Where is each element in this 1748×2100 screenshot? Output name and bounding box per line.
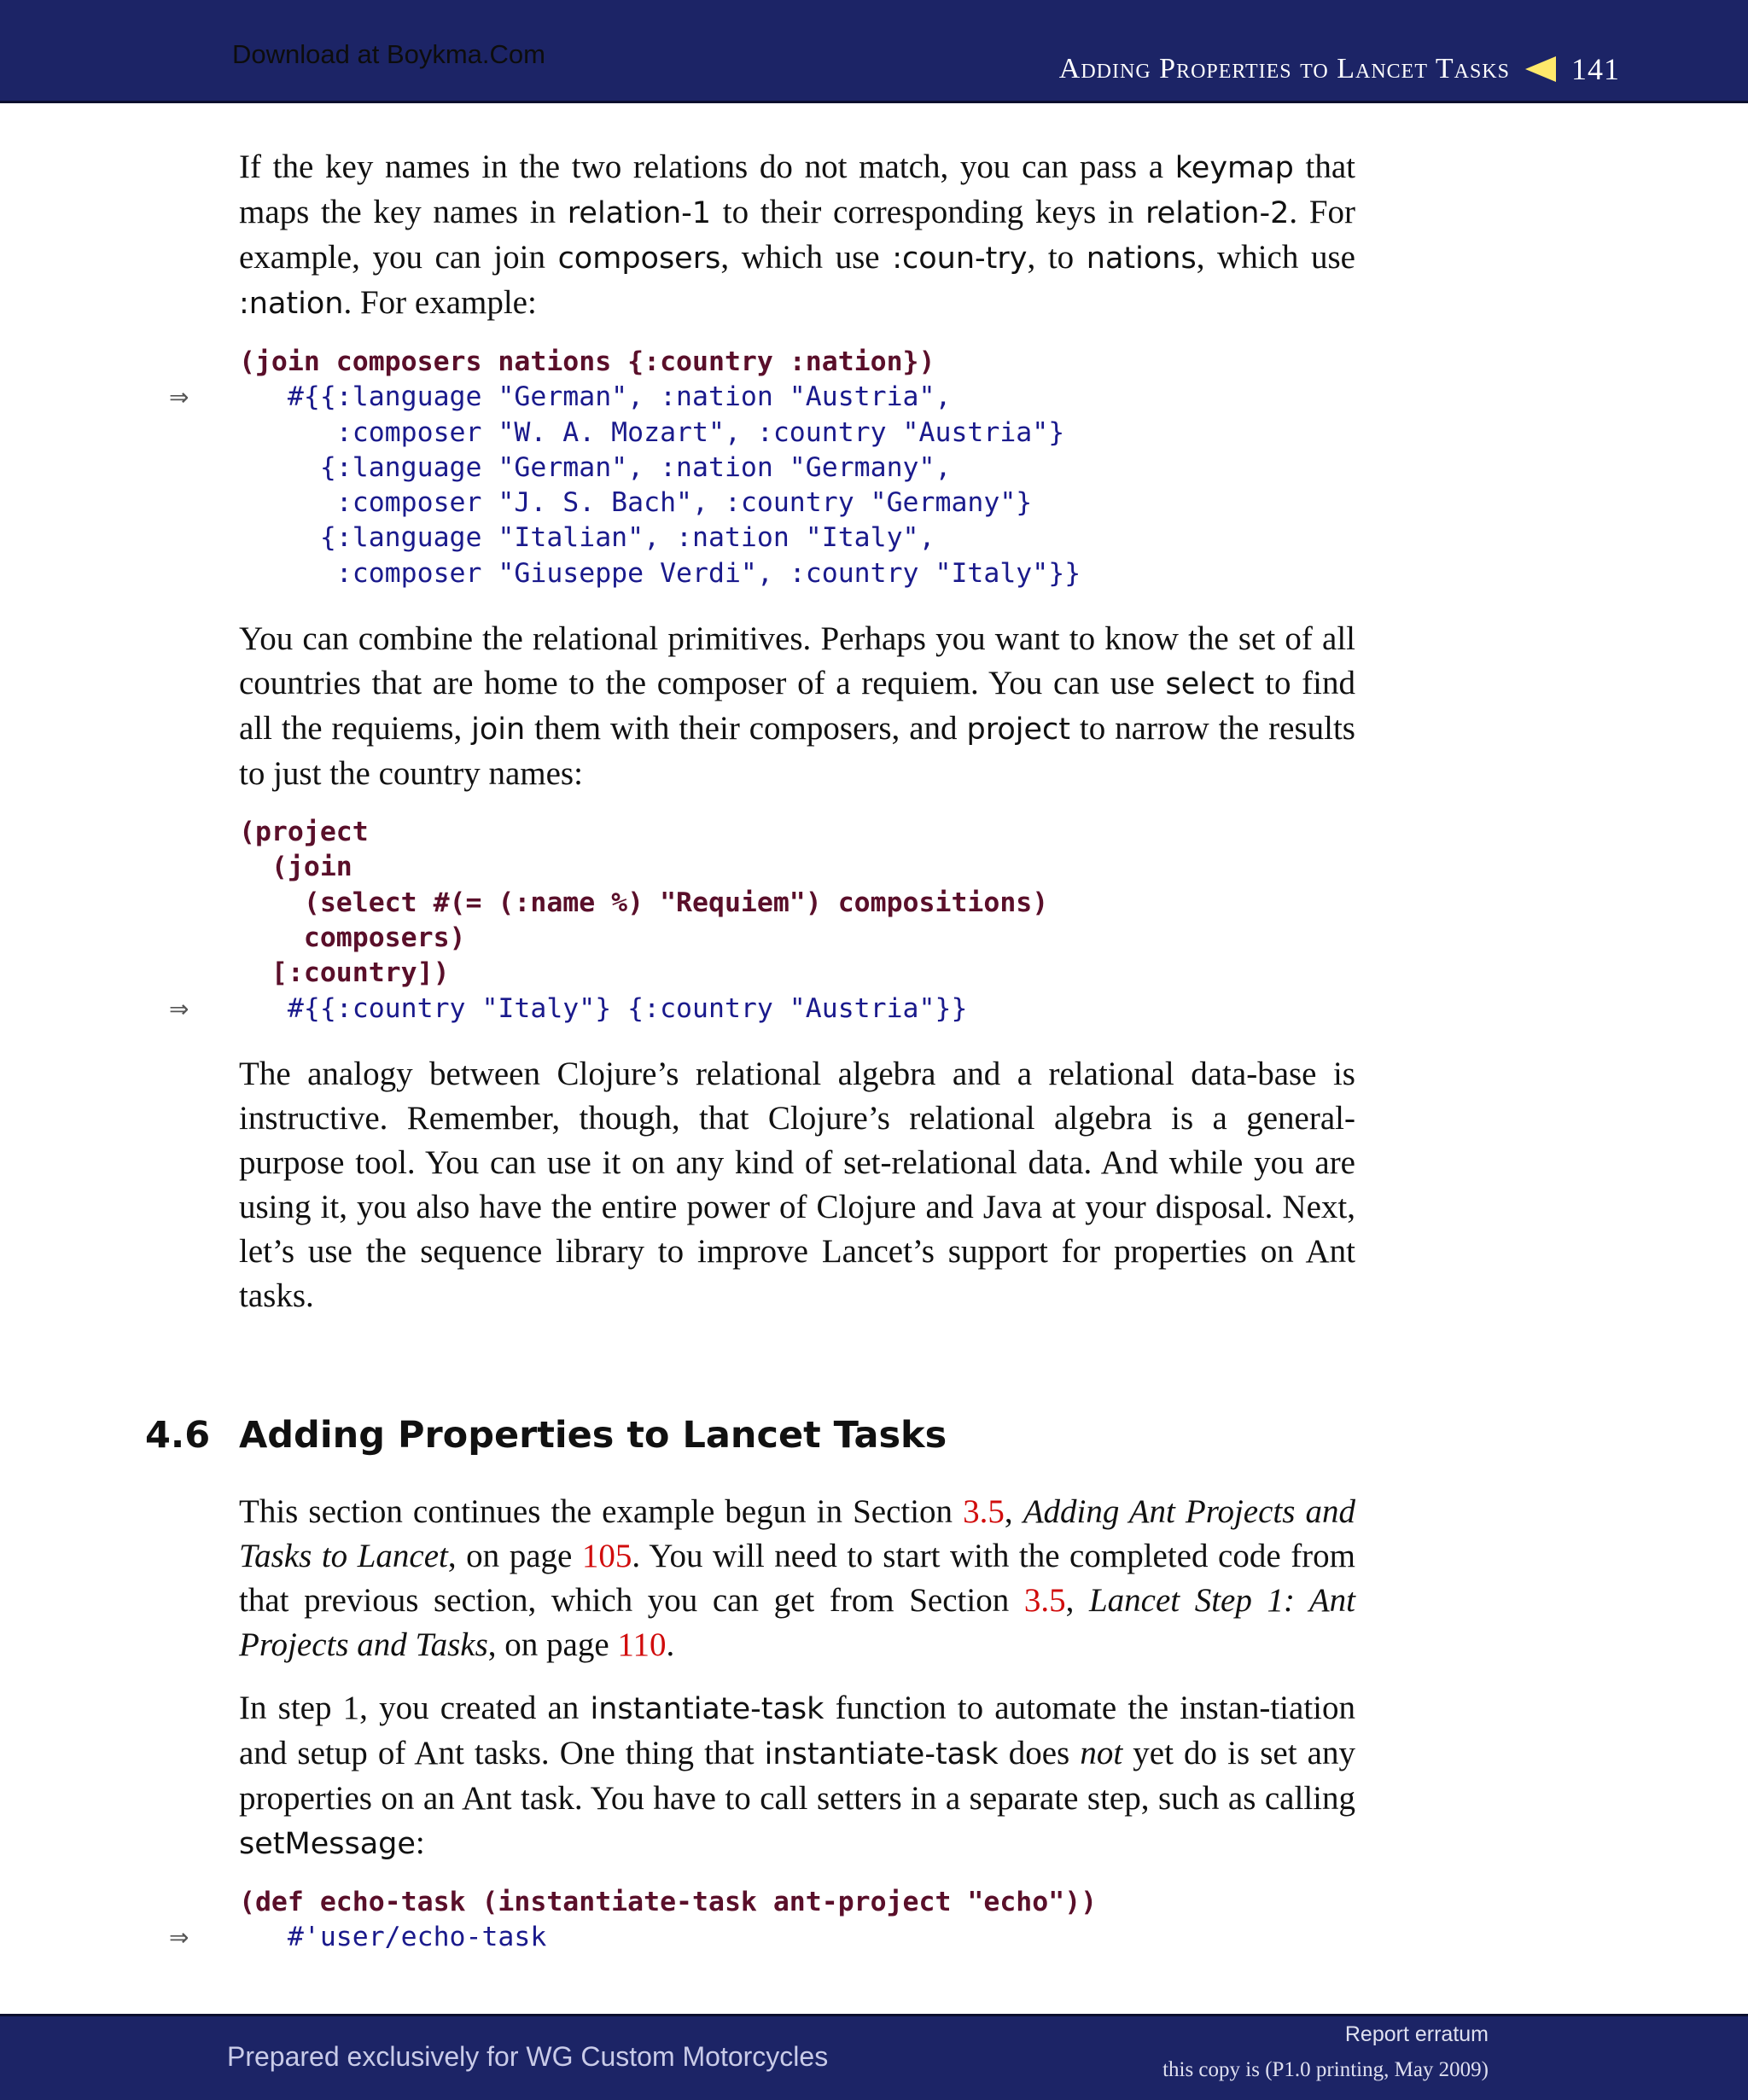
code-block-project <box>169 815 1355 1027</box>
text-run: If the key names in the two relations do not match, you can pass a <box>239 148 1175 185</box>
code-input-text: (def echo-task (instantiate-task ant-project "echo")) <box>239 1887 1098 1917</box>
code-output-text: :composer "W. A. Mozart", :country "Austria"} <box>239 416 1065 448</box>
inline-code-term: :nation <box>239 287 344 321</box>
text-run: . <box>666 1626 675 1663</box>
text-run: . For example: <box>343 284 537 321</box>
cross-reference-link[interactable]: 110 <box>617 1626 667 1663</box>
watermark-text: Download at Boykma.Com <box>232 39 545 69</box>
cross-reference-link[interactable]: 3.5 <box>963 1493 1005 1530</box>
text-run: yet do is set any properties on an Ant task. You have to call setters in a separate step, such as calling <box>239 1735 1355 1817</box>
text-run: This section continues the example begun in Section <box>239 1493 964 1530</box>
inline-code-term: instantiate-task <box>764 1737 999 1771</box>
section-number: 4.6 <box>145 1414 211 1457</box>
inline-code-term: select <box>1165 667 1255 702</box>
inline-code-term: relation-2 <box>1145 196 1290 230</box>
code-line <box>239 850 1355 885</box>
text-run: does <box>998 1735 1081 1771</box>
inline-code-term: instantiate-task <box>590 1692 824 1726</box>
code-line <box>239 921 1355 956</box>
code-input-text: composers) <box>239 922 466 953</box>
text-run: The analogy between Clojure’s relational algebra and a relational data-base is instructive. Remember, though, that Clojure’s relational algebra is a general-purpose tool. You can use it on any kind of set-relational data. And while you are using it, you also have the entire power of Clojure and Java at your disposal. Next, let’s use the sequence library to improve Lancet’s support for properties on Ant tasks. <box>239 1055 1355 1314</box>
code-line <box>239 451 1355 486</box>
inline-code-term: nations <box>1086 241 1197 276</box>
italic-title: not <box>1080 1735 1123 1771</box>
code-output-text: {:language "Italian", :nation "Italy", <box>239 522 935 554</box>
paragraph-step1 <box>239 1686 1355 1866</box>
code-line <box>169 1920 1355 1955</box>
back-arrow-icon[interactable] <box>1525 56 1556 82</box>
code-input-text: (join <box>239 852 353 883</box>
text-run: to their corresponding keys in <box>711 194 1146 230</box>
text-run: You can combine the relational primitives. Perhaps you want to know the set of all countries that are home to the composer of a requiem. You can use <box>239 620 1355 702</box>
result-arrow-icon: ⇒ <box>169 994 189 1023</box>
text-run: In step 1, you created an <box>239 1690 591 1726</box>
code-block-join <box>169 345 1355 591</box>
code-line <box>239 815 1355 850</box>
code-input-text: (select #(= (:name %) "Requiem") compositions) <box>239 887 1049 918</box>
paragraph-continues <box>239 1490 1355 1667</box>
text-run: : <box>415 1824 425 1861</box>
cross-reference-link[interactable]: 3.5 <box>1023 1582 1066 1619</box>
page-number: 141 <box>1571 52 1620 86</box>
text-run: , on page <box>487 1626 618 1663</box>
text-run: to find all the requiems, <box>239 665 1355 748</box>
body-section <box>169 1490 1356 1981</box>
code-line <box>239 521 1355 556</box>
text-run: that maps the key names in <box>239 148 1355 230</box>
cross-reference-link[interactable]: 105 <box>581 1538 632 1574</box>
code-line <box>169 992 1355 1027</box>
code-output-text: :composer "J. S. Bach", :country "Germany"} <box>239 487 1033 519</box>
code-line <box>239 1885 1355 1920</box>
prepared-for-text: Prepared exclusively for WG Custom Motorcycles <box>227 2041 829 2072</box>
code-output-text: {:language "German", :nation "Germany", <box>239 451 952 483</box>
text-run: , which use <box>1196 239 1355 276</box>
code-line <box>239 486 1355 521</box>
italic-title: Lancet Step 1: Ant Projects and Tasks <box>239 1582 1355 1663</box>
code-line <box>239 886 1355 921</box>
inline-code-term: :coun-try <box>892 241 1028 276</box>
code-input-text: (join composers nations {:country :nation}) <box>239 346 935 377</box>
report-erratum-link[interactable]: Report erratum <box>1344 2022 1489 2046</box>
code-block-echo <box>169 1885 1355 1956</box>
result-arrow-icon: ⇒ <box>169 383 189 412</box>
inline-code-term: relation-1 <box>567 196 712 230</box>
code-line <box>239 556 1355 591</box>
inline-code-term: join <box>471 713 526 748</box>
code-line <box>239 956 1355 991</box>
code-input-text: (project <box>239 817 369 848</box>
running-head <box>1059 51 1620 87</box>
inline-code-term: setMessage <box>239 1827 416 1861</box>
text-run: , on page <box>447 1538 582 1574</box>
inline-code-term: keymap <box>1174 151 1294 185</box>
body-top <box>169 145 1355 1337</box>
text-run: . You will need to start with the completed code from that previous section, which you can get from Section <box>239 1538 1356 1619</box>
paragraph-combine <box>239 617 1355 796</box>
code-output-text: #'user/echo-task <box>239 1922 547 1953</box>
section-heading <box>145 1414 947 1457</box>
code-line <box>239 416 1355 451</box>
inline-code-term: project <box>966 713 1070 748</box>
paragraph-analogy <box>239 1052 1355 1318</box>
text-run: . For example, you can join <box>239 194 1355 276</box>
copy-info-text: this copy is (P1.0 printing, May 2009) <box>1162 2058 1489 2081</box>
code-line <box>169 380 1355 415</box>
code-output-text: #{{:language "German", :nation "Austria", <box>239 381 952 413</box>
code-line <box>239 345 1355 380</box>
code-output-text: #{{:country "Italy"} {:country "Austria"}} <box>239 992 968 1024</box>
text-run: , <box>1004 1493 1023 1530</box>
text-run: , <box>1065 1582 1089 1619</box>
section-title: Adding Properties to Lancet Tasks <box>239 1414 947 1457</box>
code-output-text: :composer "Giuseppe Verdi", :country "Italy"}} <box>239 557 1081 589</box>
result-arrow-icon: ⇒ <box>169 1923 189 1952</box>
inline-code-term: composers <box>557 241 721 276</box>
italic-title: Adding Ant Projects and Tasks to Lancet <box>239 1493 1355 1574</box>
running-head-title: Adding Properties to Lancet Tasks <box>1058 53 1510 84</box>
paragraph-keymap <box>239 145 1355 326</box>
text-run: , which use <box>720 239 893 276</box>
text-run: to narrow the results to just the country names: <box>239 710 1355 793</box>
text-run: them with their composers, and <box>525 710 967 748</box>
text-run: function to automate the instan-tiation and setup of Ant tasks. One thing that <box>239 1690 1355 1771</box>
code-input-text: [:country]) <box>239 957 450 989</box>
text-run: , to <box>1027 239 1087 276</box>
